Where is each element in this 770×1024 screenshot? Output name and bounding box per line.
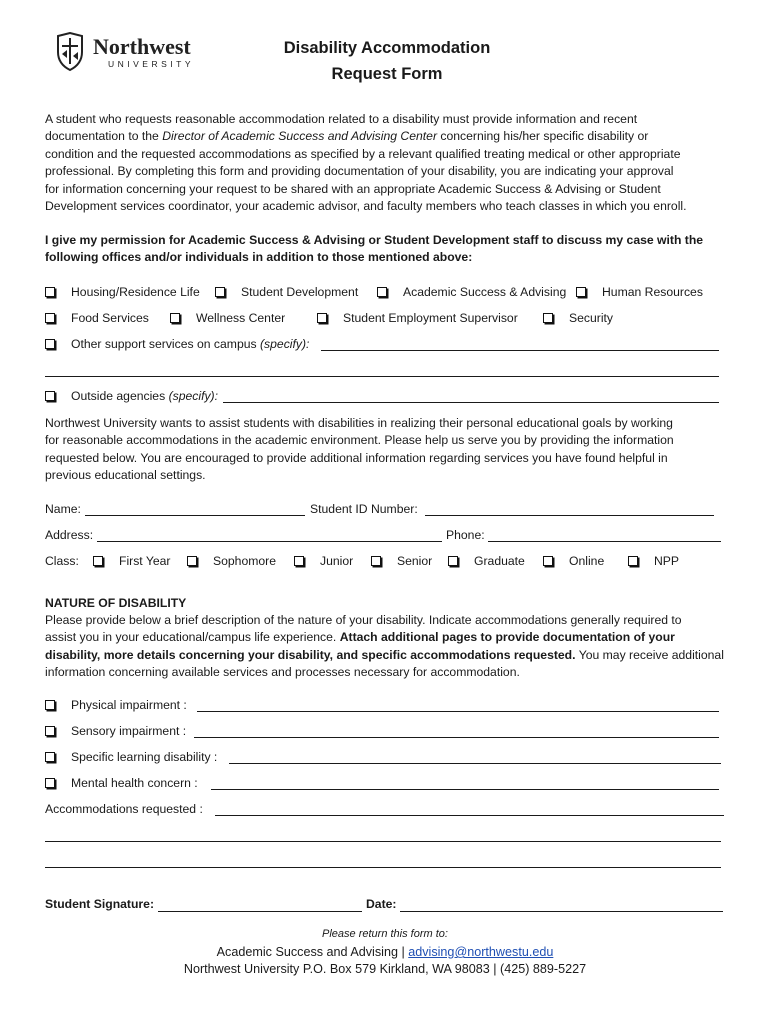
class-junior-checkbox[interactable] bbox=[294, 556, 304, 566]
class-online-label: Online bbox=[569, 554, 605, 568]
form-title: Disability Accommodation bbox=[283, 39, 491, 57]
security-checkbox[interactable] bbox=[543, 313, 553, 323]
academic-success-label: Academic Success & Advising bbox=[403, 285, 567, 299]
footer-contact: Academic Success and Advising | advising@northwestu.edu bbox=[216, 945, 554, 959]
intro-line: for information concerning your request to be shared with an appropriate Academic Success & Advising or Student bbox=[45, 181, 661, 196]
intro-line: documentation to the Director of Academic Success and Advising Center concerning his/her specific disability or bbox=[45, 129, 649, 144]
email-link[interactable]: advising@northwestu.edu bbox=[408, 945, 554, 959]
learning-disability-label: Specific learning disability : bbox=[71, 750, 218, 764]
human-resources-label: Human Resources bbox=[602, 285, 703, 299]
other-support-input[interactable] bbox=[321, 350, 719, 351]
intro-line: A student who requests reasonable accommodation related to a disability must provide information and recent bbox=[45, 112, 638, 126]
address-input[interactable] bbox=[97, 541, 442, 542]
logo-subtitle: UNIVERSITY bbox=[108, 59, 195, 69]
nature-heading: NATURE OF DISABILITY bbox=[45, 596, 187, 610]
phone-input[interactable] bbox=[488, 541, 721, 542]
class-label: Class: bbox=[45, 554, 79, 568]
outside-agencies-label: Outside agencies (specify): bbox=[71, 389, 218, 403]
outside-agencies-checkbox[interactable] bbox=[45, 391, 55, 401]
class-npp-checkbox[interactable] bbox=[628, 556, 638, 566]
intro-line: professional. By completing this form and providing documentation of your disability, you are indicating your approval bbox=[45, 164, 674, 179]
class-first-year-label: First Year bbox=[119, 554, 171, 568]
security-label: Security bbox=[569, 311, 614, 325]
wellness-center-checkbox[interactable] bbox=[170, 313, 180, 323]
housing-checkbox[interactable] bbox=[45, 287, 55, 297]
form-subtitle: Request Form bbox=[331, 65, 443, 83]
intro-line: condition and the requested accommodations as specified by a relevant qualified treating medical or other appropriate bbox=[45, 146, 681, 161]
logo-wordmark: Northwest bbox=[93, 34, 191, 59]
food-services-checkbox[interactable] bbox=[45, 313, 55, 323]
physical-impairment-label: Physical impairment : bbox=[71, 698, 187, 712]
other-support-input-line2[interactable] bbox=[45, 376, 719, 377]
accommodations-input-line2[interactable] bbox=[45, 841, 721, 842]
address-label: Address: bbox=[45, 528, 94, 542]
housing-label: Housing/Residence Life bbox=[71, 285, 200, 299]
date-input[interactable] bbox=[400, 911, 723, 912]
class-npp-label: NPP bbox=[654, 554, 680, 568]
student-id-label: Student ID Number: bbox=[310, 502, 418, 516]
sensory-impairment-input[interactable] bbox=[194, 737, 719, 738]
wellness-center-label: Wellness Center bbox=[196, 311, 286, 325]
class-sophomore-checkbox[interactable] bbox=[187, 556, 197, 566]
mental-health-checkbox[interactable] bbox=[45, 778, 55, 788]
student-id-input[interactable] bbox=[425, 515, 714, 516]
nature-paragraph: Please provide below a brief description of the nature of your disability. Indicate accommodations generally required to assist you in your educational/campus life experience. Attach additional pages to provide documentation of your disability, more details concerning your disability, and specific accommodations requested. You may receive additional information concerning available services and processes necessary for accommodation. bbox=[45, 613, 724, 680]
sensory-impairment-checkbox[interactable] bbox=[45, 726, 55, 736]
other-support-checkbox[interactable] bbox=[45, 339, 55, 349]
employment-supervisor-label: Student Employment Supervisor bbox=[343, 311, 518, 325]
class-graduate-checkbox[interactable] bbox=[448, 556, 458, 566]
academic-success-checkbox[interactable] bbox=[377, 287, 387, 297]
footer-address: Northwest University P.O. Box 579 Kirkland, WA 98083 | (425) 889-5227 bbox=[183, 962, 587, 976]
permission-statement: I give my permission for Academic Success & Advising or Student Development staff to discuss my case with the following offices and/or individuals in addition to those mentioned above: bbox=[45, 233, 704, 265]
food-services-label: Food Services bbox=[71, 311, 149, 325]
accommodations-label: Accommodations requested : bbox=[45, 802, 203, 816]
university-logo bbox=[56, 32, 206, 76]
class-online-checkbox[interactable] bbox=[543, 556, 553, 566]
other-support-label: Other support services on campus (specify): bbox=[71, 337, 310, 351]
employment-supervisor-checkbox[interactable] bbox=[317, 313, 327, 323]
intro-paragraph bbox=[45, 111, 735, 215]
learning-disability-checkbox[interactable] bbox=[45, 752, 55, 762]
class-senior-label: Senior bbox=[397, 554, 433, 568]
mental-health-label: Mental health concern : bbox=[71, 776, 198, 790]
physical-impairment-checkbox[interactable] bbox=[45, 700, 55, 710]
sensory-impairment-label: Sensory impairment : bbox=[71, 724, 187, 738]
student-development-checkbox[interactable] bbox=[215, 287, 225, 297]
accommodations-input[interactable] bbox=[215, 815, 724, 816]
name-label: Name: bbox=[45, 502, 81, 516]
learning-disability-input[interactable] bbox=[229, 763, 721, 764]
student-development-label: Student Development bbox=[241, 285, 359, 299]
accommodations-input-line3[interactable] bbox=[45, 867, 721, 868]
class-first-year-checkbox[interactable] bbox=[93, 556, 103, 566]
class-graduate-label: Graduate bbox=[474, 554, 525, 568]
class-sophomore-label: Sophomore bbox=[213, 554, 277, 568]
name-input[interactable] bbox=[85, 515, 305, 516]
phone-label: Phone: bbox=[446, 528, 485, 542]
human-resources-checkbox[interactable] bbox=[576, 287, 586, 297]
physical-impairment-input[interactable] bbox=[197, 711, 719, 712]
class-junior-label: Junior bbox=[320, 554, 354, 568]
mental-health-input[interactable] bbox=[211, 789, 719, 790]
assist-paragraph: Northwest University wants to assist students with disabilities in realizing their personal educational goals by working for reasonable accommodations in the academic environment. Please help us serve you by providing the information requested below. You are encouraged to provide additional information regarding services you have found helpful in previous educational settings. bbox=[45, 416, 674, 483]
intro-line: Development services coordinator, your academic advisor, and faculty members who teach classes in which you enroll. bbox=[45, 199, 687, 214]
signature-label: Student Signature: bbox=[45, 897, 155, 911]
date-label: Date: bbox=[366, 897, 397, 911]
outside-agencies-input[interactable] bbox=[223, 402, 719, 403]
return-instruction: Please return this form to: bbox=[322, 928, 448, 940]
class-senior-checkbox[interactable] bbox=[371, 556, 381, 566]
signature-input[interactable] bbox=[158, 911, 362, 912]
